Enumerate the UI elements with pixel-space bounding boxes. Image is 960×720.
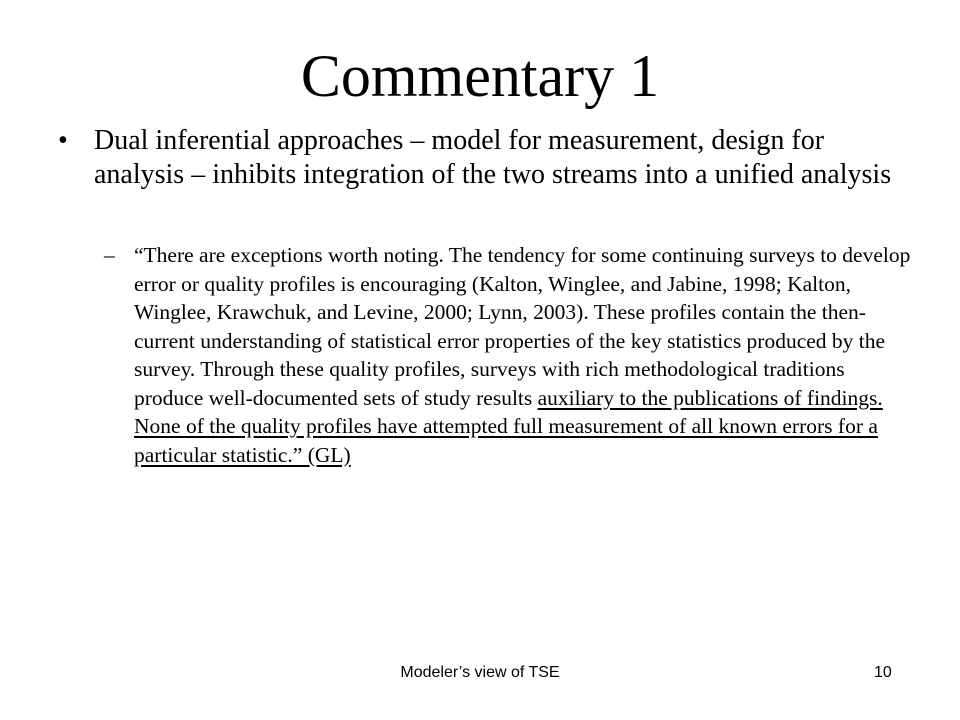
- main-bullet-text: Dual inferential approaches – model for measurement, design for analysis – inhibits integration of the two streams into a unified analysis: [94, 125, 892, 190]
- bullet-mark: •: [58, 125, 68, 156]
- slide-title: Commentary 1: [300, 43, 660, 109]
- sub-bullet: [104, 241, 914, 469]
- sub-bullet-mark: –: [104, 243, 115, 267]
- quote-underlined-text: auxiliary to the publications of findings. None of the quality profiles have attempted full measurement of all known errors for a particular statistic.” (GL): [134, 385, 883, 467]
- main-bullet: [58, 124, 898, 192]
- sub-bullet-text: [134, 241, 914, 469]
- page-number: 10: [874, 664, 892, 681]
- slide-footer: Modeler’s view of TSE: [400, 664, 560, 681]
- quote-text: “There are exceptions worth noting. The tendency for some continuing surveys to develop error or quality profiles is encouraging (Kalton, Winglee, and Jabine, 1998; Kalton, Winglee, Krawchuk, and Levine, 2000; Lynn, 2003). These profiles contain the then-current understanding of statistical error properties of the key statistics produced by the survey. Through these quality profiles, surveys with rich methodological traditions produce well-documented sets of study results: [134, 243, 911, 410]
